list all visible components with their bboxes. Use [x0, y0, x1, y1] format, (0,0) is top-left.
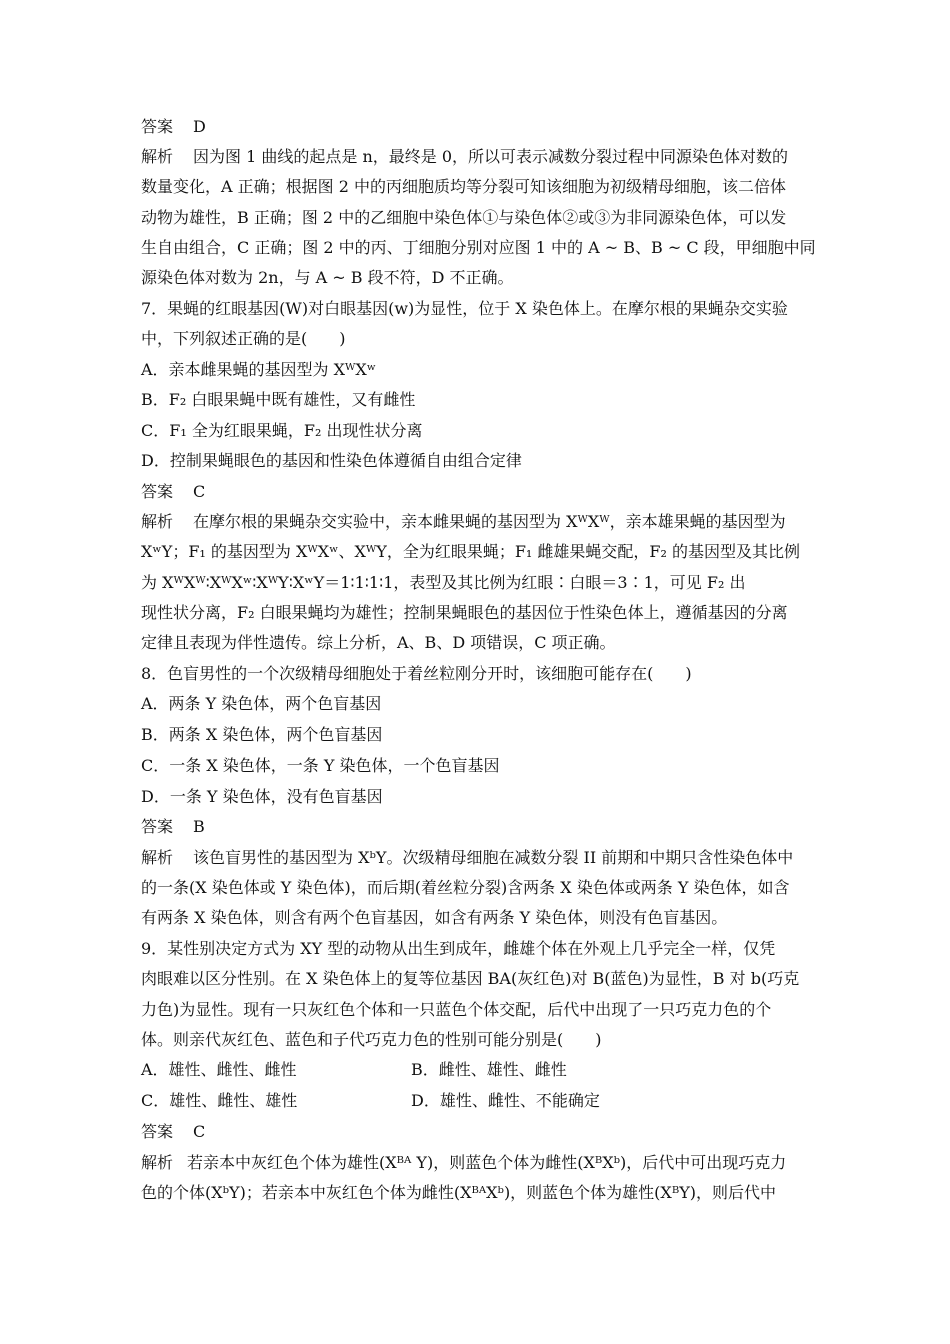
q9-options-row-2 — [141, 1090, 811, 1112]
analysis-text: 若亲本中灰红色个体为雄性(Xᴮᴬ Y)，则蓝色个体为雌性(XᴮXᵇ)，后代中可出现巧克力 — [187, 1153, 787, 1172]
answer-label: 答案 — [141, 117, 174, 136]
q9-option-d: D．雄性、雌性、不能确定 — [411, 1091, 600, 1110]
prev-analysis-line-3: 动物为雄性，B 正确；图 2 中的乙细胞中染色体①与染色体②或③为非同源染色体，可以发 — [141, 208, 787, 227]
q7-answer-line — [141, 481, 811, 503]
q7-option-c: C．F₁ 全为红眼果蝇，F₂ 出现性状分离 — [141, 421, 423, 440]
prev-answer-line — [141, 116, 811, 138]
analysis-label: 解析 — [141, 1153, 174, 1172]
answer-label: 答案 — [141, 1122, 174, 1141]
q7-stem-1: 7．果蝇的红眼基因(W)对白眼基因(w)为显性，位于 X 染色体上。在摩尔根的果蝇杂交实验 — [141, 299, 788, 318]
analysis-text: 在摩尔根的果蝇杂交实验中，亲本雌果蝇的基因型为 XᵂXᵂ，亲本雄果蝇的基因型为 — [193, 512, 786, 531]
q9-stem-4: 体。则亲代灰红色、蓝色和子代巧克力色的性别可能分别是( ) — [141, 1030, 602, 1049]
q7-stem-2: 中，下列叙述正确的是( ) — [141, 329, 346, 348]
q9-option-a: A．雄性、雌性、雌性 — [141, 1060, 297, 1079]
q8-option-b: B．两条 X 染色体，两个色盲基因 — [141, 725, 383, 744]
q8-analysis-line-3: 有两条 X 染色体，则含有两个色盲基因，如含有两条 Y 染色体，则没有色盲基因。 — [141, 908, 728, 927]
q9-option-c: C．雄性、雌性、雄性 — [141, 1091, 298, 1110]
q8-analysis-line-1 — [141, 847, 811, 869]
q9-analysis-line-2: 色的个体(XᵇY)；若亲本中灰红色个体为雌性(XᴮᴬXᵇ)，则蓝色个体为雄性(XᴮY)，则后代中 — [141, 1183, 777, 1202]
q9-options-row-1 — [141, 1059, 811, 1081]
q8-answer-line — [141, 816, 811, 838]
q7-analysis-line-1 — [141, 511, 811, 533]
analysis-label: 解析 — [141, 848, 174, 867]
prev-analysis-line-5: 源染色体对数为 2n，与 A ~ B 段不符，D 不正确。 — [141, 268, 514, 287]
prev-analysis-line-1 — [141, 146, 811, 168]
answer-value: C — [193, 482, 206, 501]
q7-option-d: D．控制果蝇眼色的基因和性染色体遵循自由组合定律 — [141, 451, 522, 470]
answer-label: 答案 — [141, 482, 174, 501]
q7-analysis-line-5: 定律且表现为伴性遗传。综上分析，A、B、D 项错误，C 项正确。 — [141, 633, 616, 652]
prev-analysis-line-2: 数量变化，A 正确；根据图 2 中的丙细胞质均等分裂可知该细胞为初级精母细胞，该二倍体 — [141, 177, 786, 196]
analysis-text: 因为图 1 曲线的起点是 n，最终是 0，所以可表示减数分裂过程中同源染色体对数的 — [193, 147, 789, 166]
q7-analysis-line-4: 现性状分离，F₂ 白眼果蝇均为雄性；控制果蝇眼色的基因位于性染色体上，遵循基因的分离 — [141, 603, 788, 622]
prev-analysis-line-4: 生自由组合，C 正确；图 2 中的丙、丁细胞分别对应图 1 中的 A ~ B、B ~ C 段，甲细胞中同 — [141, 238, 816, 257]
answer-value: B — [193, 817, 205, 836]
q9-analysis-line-1 — [141, 1152, 811, 1174]
q8-stem-1: 8．色盲男性的一个次级精母细胞处于着丝粒刚分开时，该细胞可能存在( ) — [141, 664, 692, 683]
answer-value: C — [193, 1122, 206, 1141]
q8-analysis-line-2: 的一条(X 染色体或 Y 染色体)，而后期(着丝粒分裂)含两条 X 染色体或两条 Y 染色体，如含 — [141, 878, 790, 897]
q7-analysis-line-2: XʷY；F₁ 的基因型为 XᵂXʷ、XᵂY，全为红眼果蝇；F₁ 雌雄果蝇交配，F₂ 的基因型及其比例 — [141, 542, 801, 561]
q9-stem-2: 肉眼难以区分性别。在 X 染色体上的复等位基因 BA(灰红色)对 B(蓝色)为显性，B 对 b(巧克 — [141, 969, 800, 988]
q9-stem-1: 9．某性别决定方式为 XY 型的动物从出生到成年，雌雄个体在外观上几乎完全一样，仅凭 — [141, 939, 776, 958]
q8-option-d: D．一条 Y 染色体，没有色盲基因 — [141, 787, 383, 806]
answer-value: D — [193, 117, 206, 136]
analysis-label: 解析 — [141, 512, 174, 531]
analysis-label: 解析 — [141, 147, 174, 166]
analysis-text: 该色盲男性的基因型为 XᵇY。次级精母细胞在减数分裂 II 前期和中期只含性染色体中 — [193, 848, 794, 867]
q8-option-a: A．两条 Y 染色体，两个色盲基因 — [141, 694, 382, 713]
q8-option-c: C．一条 X 染色体，一条 Y 染色体，一个色盲基因 — [141, 756, 500, 775]
q9-answer-line — [141, 1121, 811, 1143]
q7-option-b: B．F₂ 白眼果蝇中既有雄性，又有雌性 — [141, 390, 416, 409]
answer-label: 答案 — [141, 817, 174, 836]
q9-option-b: B．雌性、雄性、雌性 — [411, 1060, 567, 1079]
q7-option-a: A．亲本雌果蝇的基因型为 XᵂXʷ — [141, 360, 377, 379]
q7-analysis-line-3: 为 XᵂXᵂ∶XᵂXʷ∶XᵂY∶XʷY＝1∶1∶1∶1，表型及其比例为红眼∶白眼＝3∶1，可见 F₂ 出 — [141, 573, 746, 592]
q9-stem-3: 力色)为显性。现有一只灰红色个体和一只蓝色个体交配，后代中出现了一只巧克力色的个 — [141, 1000, 772, 1019]
